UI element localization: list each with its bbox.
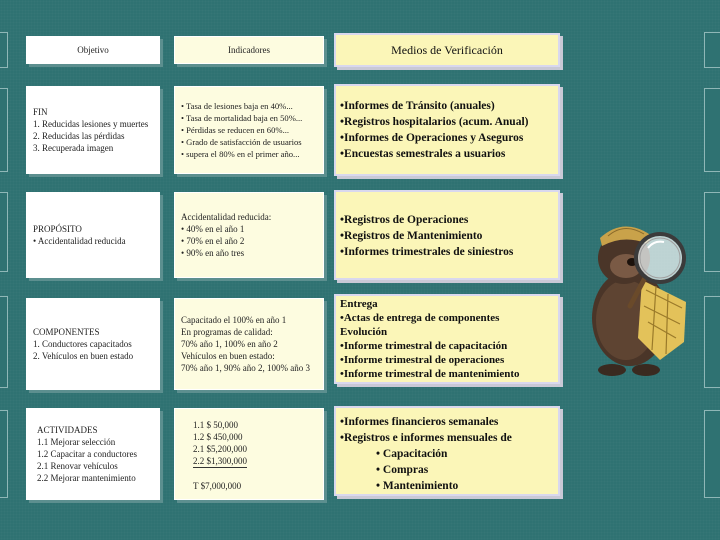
detective-illustration	[568, 210, 702, 390]
indicador-line: 1.2 $ 450,000	[193, 432, 243, 442]
side-box-left-2	[0, 88, 8, 172]
objetivo-line: COMPONENTES	[33, 327, 100, 337]
objetivo-proposito	[26, 192, 160, 278]
medio-line: •Informes de Tránsito (anuales)	[340, 100, 495, 112]
side-box-left-5	[0, 410, 8, 498]
header-objetivo-label: Objetivo	[77, 45, 109, 55]
header-medios	[334, 33, 560, 67]
indicador-line: 1.1 $ 50,000	[193, 420, 238, 430]
indicadores-actividades	[174, 408, 324, 500]
objetivo-line: 2. Reducidas las pérdidas	[33, 131, 125, 141]
medio-line: •Actas de entrega de componentes	[340, 312, 500, 324]
indicador-line: • 90% en año tres	[181, 248, 245, 258]
objetivo-line: 1.1 Mejorar selección	[37, 437, 116, 447]
objetivo-line: • Accidentalidad reducida	[33, 236, 126, 246]
objetivo-line: 3. Recuperada imagen	[33, 143, 114, 153]
medio-line: •Informes de Operaciones y Aseguros	[340, 132, 524, 144]
medio-line: •Registros de Mantenimiento	[340, 230, 483, 242]
medio-line: • Mantenimiento	[376, 480, 459, 492]
medio-line: •Informe trimestral de capacitación	[340, 340, 508, 352]
medio-line: •Informe trimestral de mantenimiento	[340, 368, 520, 380]
indicador-line: 70% año 1, 90% año 2, 100% año 3	[181, 363, 310, 373]
objetivo-fin	[26, 86, 160, 174]
side-box-right-2	[704, 88, 720, 172]
indicador-line: Vehículos en buen estado:	[181, 351, 275, 361]
medio-line: Evolución	[340, 326, 388, 338]
indicador-line: • Tasa de lesiones baja en 40%...	[181, 101, 293, 111]
medios-componentes	[334, 294, 560, 384]
objetivo-actividades	[26, 408, 160, 500]
indicadores-componentes	[174, 298, 324, 390]
objetivo-componentes	[26, 298, 160, 390]
medio-line: •Registros e informes mensuales de	[340, 432, 512, 444]
medios-actividades	[334, 406, 560, 496]
objetivo-line: 2.1 Renovar vehículos	[37, 461, 118, 471]
side-box-left-4	[0, 296, 8, 388]
side-box-left-3	[0, 192, 8, 272]
indicador-line: T $7,000,000	[193, 481, 242, 491]
medio-line: • Compras	[376, 464, 429, 476]
objetivo-line: 1.2 Capacitar a conductores	[37, 449, 137, 459]
indicador-line: En programas de calidad:	[181, 327, 273, 337]
indicador-line: • Tasa de mortalidad baja en 50%...	[181, 113, 303, 123]
side-box-right-4	[704, 296, 720, 388]
indicador-line: • Pérdidas se reducen en 60%...	[181, 125, 290, 135]
medios-proposito	[334, 190, 560, 280]
indicadores-proposito	[174, 192, 324, 278]
indicador-line: Capacitado el 100% en año 1	[181, 315, 287, 325]
indicador-line: • Grado de satisfacción de usuarios	[181, 137, 302, 147]
header-indicadores	[174, 36, 324, 64]
medio-line: •Registros hospitalarios (acum. Anual)	[340, 116, 529, 128]
objetivo-line: FIN	[33, 107, 48, 117]
medio-line: •Encuestas semestrales a usuarios	[340, 148, 506, 160]
objetivo-line: PROPÓSITO	[33, 224, 82, 234]
indicador-line: • 70% en el año 2	[181, 236, 245, 246]
medio-line: •Registros de Operaciones	[340, 214, 469, 226]
side-box-right-5	[704, 410, 720, 498]
objetivo-line: 2.2 Mejorar mantenimiento	[37, 473, 136, 483]
indicador-line: 70% año 1, 100% en año 2	[181, 339, 278, 349]
objetivo-line: 1. Reducidas lesiones y muertes	[33, 119, 149, 129]
objetivo-line: ACTIVIDADES	[37, 425, 98, 435]
medio-line: •Informe trimestral de operaciones	[340, 354, 505, 366]
header-objetivo	[26, 36, 160, 64]
objetivo-line: 1. Conductores capacitados	[33, 339, 132, 349]
header-medios-label: Medios de Verificación	[391, 43, 503, 57]
indicador-line: 2.2 $1,300,000	[193, 456, 247, 466]
indicador-line: Accidentalidad reducida:	[181, 212, 272, 222]
medio-line: •Informes trimestrales de siniestros	[340, 246, 514, 258]
side-box-left-1	[0, 32, 8, 68]
medio-line: • Capacitación	[376, 448, 448, 460]
indicador-line: 2.1 $5,200,000	[193, 444, 247, 454]
indicador-line: • 40% en el año 1	[181, 224, 245, 234]
objetivo-line: 2. Vehículos en buen estado	[33, 351, 134, 361]
medio-line: •Informes financieros semanales	[340, 416, 499, 428]
side-box-right-3	[704, 192, 720, 272]
side-box-right-1	[704, 32, 720, 68]
header-indicadores-label: Indicadores	[228, 45, 270, 55]
medio-line: Entrega	[340, 298, 378, 310]
medios-fin	[334, 84, 560, 176]
indicadores-fin	[174, 86, 324, 174]
indicador-line: • supera el 80% en el primer año...	[181, 149, 300, 159]
